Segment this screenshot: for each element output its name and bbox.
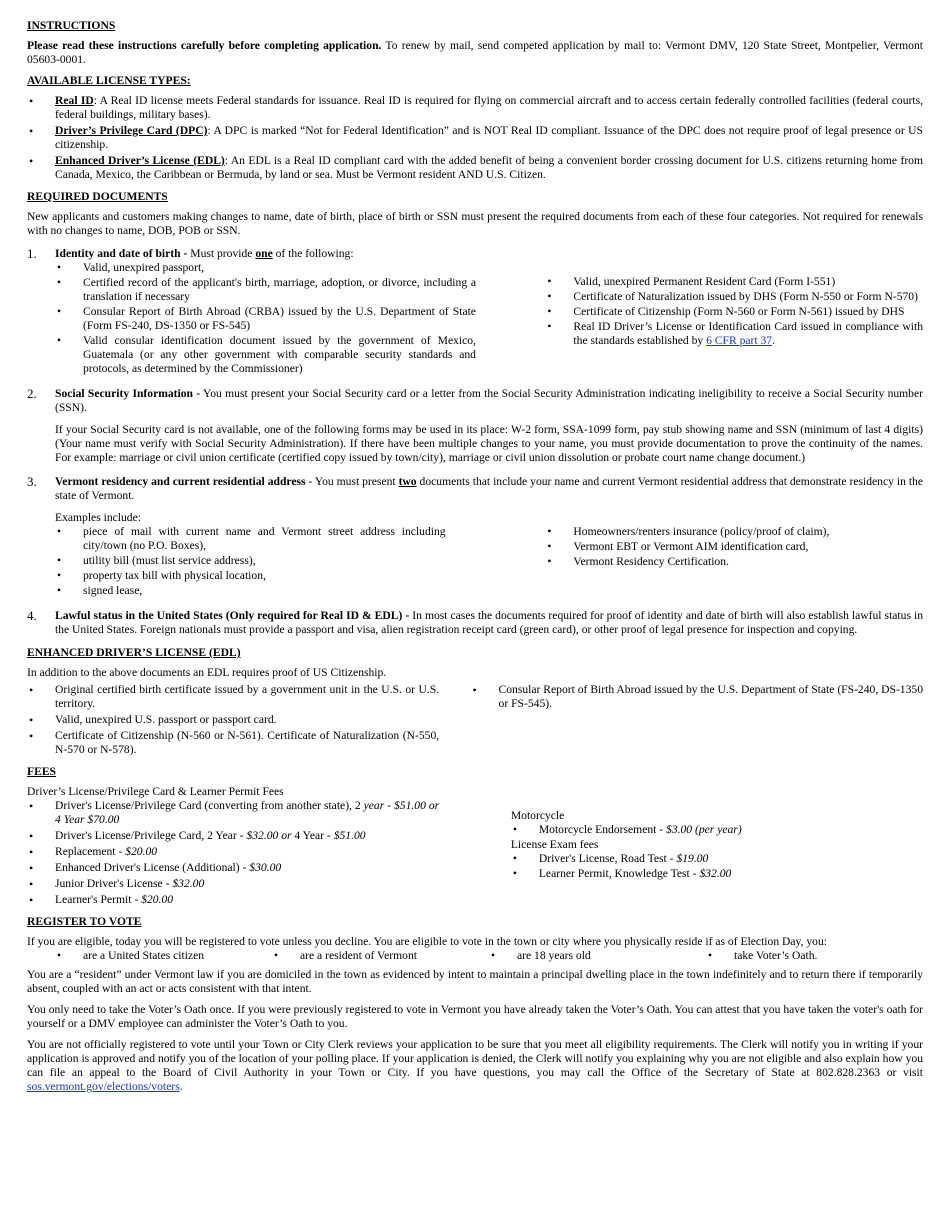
fee-label: Driver's License/Privilege Card, 2 Year - <box>55 829 247 842</box>
fee-amount: $32.00 or <box>246 829 292 842</box>
license-types-list <box>27 94 923 182</box>
section-social-security <box>27 387 923 465</box>
criteria-item: • take Voter’s Oath. <box>706 949 923 963</box>
fee-amount: year - $51.00 or 4 Year $70.00 <box>55 799 440 826</box>
license-type-desc: : An EDL is a Real ID compliant card with the added benefit of being a convenient border crossing document for U.S. citizens returning home from Canada, Mexico, the Caribbean or Bermuda, by land or sea. Must be Vermont resident AND U.S. Citizen. <box>55 154 923 181</box>
list-item-text: Real ID Driver’s License or Identification Card issued in compliance with the standards established by <box>573 320 923 347</box>
vote-intro: If you are eligible, today you will be registered to vote unless you decline. You are eligible to vote in the town or city where you physically reside if as of Election Day, you: <box>27 935 827 948</box>
fee-item <box>27 829 439 843</box>
section-title: Identity and date of birth - <box>55 247 188 260</box>
fee-amount: $30.00 <box>249 861 282 874</box>
fee-item <box>27 845 439 859</box>
section-title: Lawful status in the United States (Only required for Real ID & EDL) - <box>55 609 410 622</box>
fee-amount: $3.00 (per year) <box>666 823 742 836</box>
list-item: • Certificate of Citizenship (Form N-560 or Form N-561) issued by DHS <box>545 305 923 319</box>
identity-columns <box>55 261 923 377</box>
section-text: - You must present <box>305 475 399 488</box>
fee-amount: $32.00 <box>699 867 732 880</box>
fee-amount: $51.00 <box>333 829 366 842</box>
criteria-item: • are a resident of Vermont <box>272 949 489 963</box>
instructions-heading: INSTRUCTIONS <box>27 19 116 32</box>
fee-label: Replacement - <box>55 845 126 858</box>
cfr-link[interactable]: 6 CFR part 37 <box>706 334 773 347</box>
section-text: In most cases the documents required for proof of identity and date of birth will also establish lawful status in the United States. Foreign nationals must provide a passport and visa, alien registration receipt card (green card), or other proof of legal presence for inspection and copying. <box>55 609 923 636</box>
vote-criteria <box>55 949 923 963</box>
section-text: documents that include your name and current Vermont residential address that demonstrate residency in the state of Vermont. <box>55 475 923 502</box>
vote-heading: REGISTER TO VOTE <box>27 915 142 928</box>
fee-label: Enhanced Driver's License (Additional) - <box>55 861 250 874</box>
instructions-lead: Please read these instructions carefully before completing application. <box>27 39 382 52</box>
examples-label: Examples include: <box>55 511 141 524</box>
fee-item <box>27 799 439 827</box>
section-identity <box>27 247 923 377</box>
fee-amount: $32.00 <box>172 877 205 890</box>
fee-amount: $20.00 <box>141 893 174 906</box>
section-number: 3. <box>27 474 37 489</box>
section-emphasis: two <box>398 475 417 488</box>
license-types-heading: AVAILABLE LICENSE TYPES: <box>27 74 191 87</box>
fee-label: Driver's License, Road Test - <box>538 852 677 865</box>
instructions-body: To renew by mail, send competed application by mail to: Vermont DMV, 120 State Street, Montpelier, Vermont 05603-0001. <box>27 39 923 66</box>
list-item: • Certificate of Citizenship (N-560 or N-561). Certificate of Naturalization (N-550, N-570 or N-578). <box>27 729 439 757</box>
list-item: • piece of mail with current name and Vermont street address including city/town (no P.O. Boxes), <box>55 525 446 553</box>
list-item: • Vermont EBT or Vermont AIM identification card, <box>545 540 923 554</box>
fee-label: Learner Permit, Knowledge Test - <box>538 867 700 880</box>
list-item: • Consular Report of Birth Abroad issued by the U.S. Department of State (FS-240, DS-1350 or FS-545). <box>471 683 923 711</box>
section-text: You must present your Social Security card or a letter from the Social Security Administration indicating ineligibility to receive a Social Security number (SSN). <box>55 387 923 414</box>
list-item: • Valid consular identification document issued by the government of Mexico, Guatemala (or any other government with comparable security standards and protocols, as determined by the Commissioner) <box>55 334 476 376</box>
license-type-item <box>27 124 923 152</box>
residency-columns <box>55 525 923 599</box>
edl-list-left <box>27 683 439 757</box>
instructions-text <box>27 39 923 67</box>
edl-intro: In addition to the above documents an EDL requires proof of US Citizenship. <box>27 666 387 679</box>
list-item: • Vermont Residency Certification. <box>545 555 923 569</box>
list-item: • Original certified birth certificate issued by a government unit in the U.S. or U.S. territory. <box>27 683 439 711</box>
list-item: • Certified record of the applicant's birth, marriage, adoption, or divorce, including a translation if necessary <box>55 276 476 304</box>
fee-label: Junior Driver's License - <box>55 877 173 890</box>
exam-label: License Exam fees <box>510 838 599 851</box>
edl-heading: ENHANCED DRIVER’S LICENSE (EDL) <box>27 646 241 659</box>
fee-item <box>511 823 923 837</box>
fee-amount: $19.00 <box>676 852 709 865</box>
fee-item <box>511 852 923 866</box>
fee-amount: $20.00 <box>125 845 158 858</box>
motorcycle-list <box>511 823 923 837</box>
sos-voters-link[interactable]: sos.vermont.gov/elections/voters <box>27 1080 180 1093</box>
fee-item <box>27 861 439 875</box>
section-lawful-status <box>27 609 923 637</box>
list-item-text: . <box>772 334 776 347</box>
license-type-item <box>27 154 923 182</box>
criteria-item: • are a United States citizen <box>55 949 272 963</box>
criteria-item: • are 18 years old <box>489 949 706 963</box>
identity-list-left <box>55 261 476 376</box>
license-type-name: Enhanced Driver’s License (EDL) <box>55 154 225 167</box>
fee-item <box>27 893 439 907</box>
fees-subhead: Driver’s License/Privilege Card & Learner Permit Fees <box>27 785 284 798</box>
edl-list-right <box>471 683 923 711</box>
document-page <box>27 19 923 1101</box>
list-item: • property tax bill with physical location, <box>55 569 446 583</box>
list-item: • Valid, unexpired U.S. passport or passport card. <box>27 713 439 727</box>
section-residency <box>27 475 923 599</box>
license-type-item <box>27 94 923 122</box>
fee-item <box>27 877 439 891</box>
residency-list-right <box>545 525 923 569</box>
vote-text: . <box>179 1080 183 1093</box>
section-number: 1. <box>27 246 37 261</box>
identity-list-right <box>545 275 923 348</box>
section-emphasis: one <box>255 247 273 260</box>
vote-paragraph: You only need to take the Voter’s Oath once. If you were previously registered to vote in Vermont you have already taken the Voter’s Oath. You can attest that you have taken the voter's oath for yourself or a DMV employee can administer the Voter’s Oath to you. <box>27 1003 923 1030</box>
section-text: of the following: <box>272 247 354 260</box>
motorcycle-label: Motorcycle <box>510 809 565 822</box>
section-title: Vermont residency and current residential address <box>55 475 306 488</box>
list-item <box>545 320 923 348</box>
vote-text: You are not officially registered to vote until your Town or City Clerk reviews your application to be sure that you meet all eligibility requirements. The Clerk will notify you in writing if your application is approved and notify you of the location of your polling place. If your application is denied, the Clerk will notify you explaining why you are not eligible and also explain how you can file an appeal to the Board of Civil Authority in your Town or City. If you have questions, you may call the Office of the Secretary of State at 802.828.2363 or visit <box>27 1038 923 1079</box>
list-item: • Certificate of Naturalization issued by DHS (Form N-550 or Form N-570) <box>545 290 923 304</box>
license-type-name: Real ID <box>55 94 94 107</box>
fees-list <box>27 799 439 907</box>
vote-paragraph <box>27 1038 923 1094</box>
fee-label: Learner's Permit - <box>55 893 142 906</box>
fee-label: Driver's License/Privilege Card (converting from another state), 2 <box>55 799 364 812</box>
section-title: Social Security Information - <box>55 387 201 400</box>
required-docs-intro: New applicants and customers making changes to name, date of birth, place of birth or SSN must present the required documents from each of these four categories. Not required for renewals with no changes to name, DOB, POB or SSN. <box>27 210 923 237</box>
section-number: 2. <box>27 386 37 401</box>
fee-label: 4 Year - <box>291 829 334 842</box>
license-type-desc: : A Real ID license meets Federal standards for issuance. Real ID is required for flying on commercial aircraft and to access certain federally controlled facilities (federal courts, federal buildings, military bases). <box>55 94 923 121</box>
section-number: 4. <box>27 608 37 623</box>
license-type-desc: : A DPC is marked “Not for Federal Identification” and is NOT Real ID compliant. Issuance of the DPC does not require proof of legal presence or US citizenship. <box>55 124 923 151</box>
exam-list <box>511 852 923 881</box>
residency-list-left <box>55 525 446 598</box>
fees-heading: FEES <box>27 765 56 778</box>
list-item: • Homeowners/renters insurance (policy/proof of claim), <box>545 525 923 539</box>
vote-paragraph: You are a “resident” under Vermont law if you are domiciled in the town as evidenced by intent to maintain a principal dwelling place in the town indefinitely and to return there if temporarily absent, coupled with an act or acts consistent with that intent. <box>27 968 923 995</box>
list-item: • signed lease, <box>55 584 446 598</box>
fee-label: Motorcycle Endorsement - <box>538 823 667 836</box>
list-item: • Consular Report of Birth Abroad (CRBA) issued by the U.S. Department of State (Form FS-240, DS-1350 or FS-545) <box>55 305 476 333</box>
license-type-name: Driver’s Privilege Card (DPC) <box>55 124 208 137</box>
fees-columns <box>27 799 923 913</box>
list-item: • Valid, unexpired passport, <box>55 261 476 275</box>
edl-columns <box>27 683 923 763</box>
required-docs-heading: REQUIRED DOCUMENTS <box>27 190 168 203</box>
section-text: Must provide <box>187 247 256 260</box>
section-paragraph: If your Social Security card is not available, one of the following forms may be used in its place: W-2 form, SSA-1099 form, pay stub showing name and SSN (minimum of last 4 digits) (Your name must verify with Social Security Administration). If there have been multiple changes to your name, you must provide documentation to prove the continuity of the names. For example: marriage or civil union certificate (certified copy issued by town/city), marriage or civil union dissolution or probate court name change document.) <box>55 423 923 464</box>
list-item: • utility bill (must list service address), <box>55 554 446 568</box>
list-item: • Valid, unexpired Permanent Resident Card (Form I-551) <box>545 275 923 289</box>
fee-item <box>511 867 923 881</box>
